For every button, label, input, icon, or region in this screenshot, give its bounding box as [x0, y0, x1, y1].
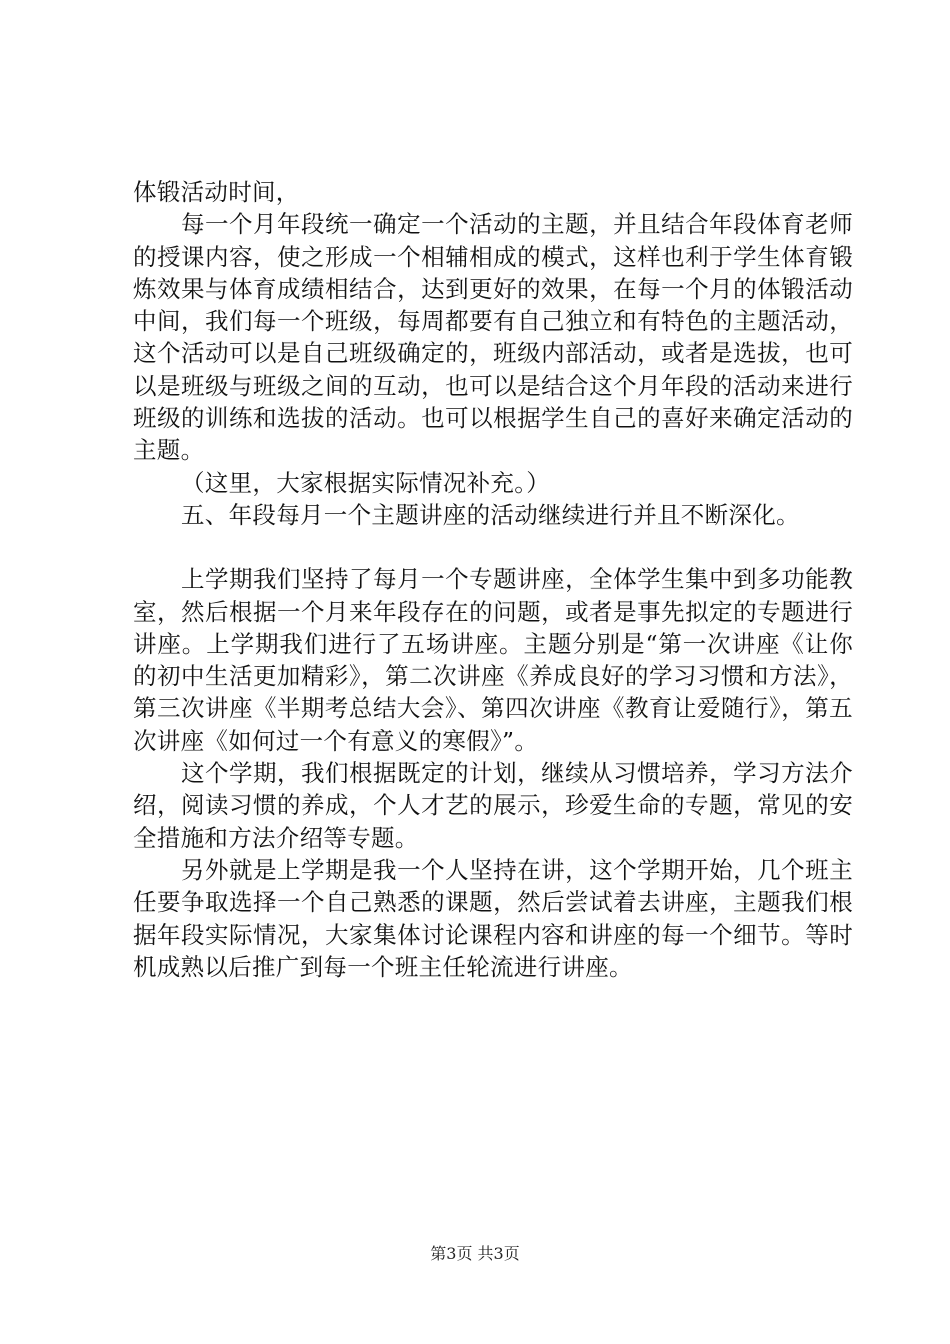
- paragraph-supplement-note: （这里，大家根据实际情况补充。）: [181, 468, 551, 497]
- page-number-footer: 第3页 共3页: [430, 1244, 520, 1263]
- paragraph-rotation-plan: 另外就是上学期是我一个人坚持在讲，这个学期开始，几个班主任要争取选择一个自己熟悉的课题，然后尝试着去讲座，主题我们根据年段实际情况，大家集体讨论课程内容和讲座的每一个细节。等时机成熟以后推广到每一个班主任轮流进行讲座。: [133, 855, 853, 981]
- paragraph-this-semester-plan: 这个学期，我们根据既定的计划，继续从习惯培养，学习方法介绍，阅读习惯的养成，个人才艺的展示，珍爱生命的专题，常见的安全措施和方法介绍等专题。: [133, 759, 853, 852]
- paragraph-last-semester-lectures: 上学期我们坚持了每月一个专题讲座，全体学生集中到多功能教室，然后根据一个月来年段存在的问题，或者是事先拟定的专题进行讲座。上学期我们进行了五场讲座。主题分别是“第一次讲座《让你的初中生活更加精彩》，第二次讲座《养成良好的学习习惯和方法》，第三次讲座《半期考总结大会》、第四次讲座《教育让爱随行》，第五次讲座《如何过一个有意义的寒假》”。: [133, 565, 853, 755]
- paragraph-continuation: 体锻活动时间，: [133, 178, 300, 206]
- section-heading-five: 五、年段每月一个主题讲座的活动继续进行并且不断深化。: [181, 500, 800, 529]
- paragraph-spacer: [133, 531, 853, 563]
- paragraph-monthly-theme: 每一个月年段统一确定一个活动的主题，并且结合年段体育老师的授课内容，使之形成一个相辅相成的模式，这样也利于学生体育锻炼效果与体育成绩相结合，达到更好的效果，在每一个月的体锻活动中间，我们每一个班级，每周都要有自己独立和有特色的主题活动，这个活动可以是自己班级确定的，班级内部活动，或者是选拔，也可以是班级与班级之间的互动，也可以是结合这个月年段的活动来进行班级的训练和选拔的活动。也可以根据学生自己的喜好来确定活动的主题。: [133, 210, 853, 465]
- document-body: [133, 176, 853, 983]
